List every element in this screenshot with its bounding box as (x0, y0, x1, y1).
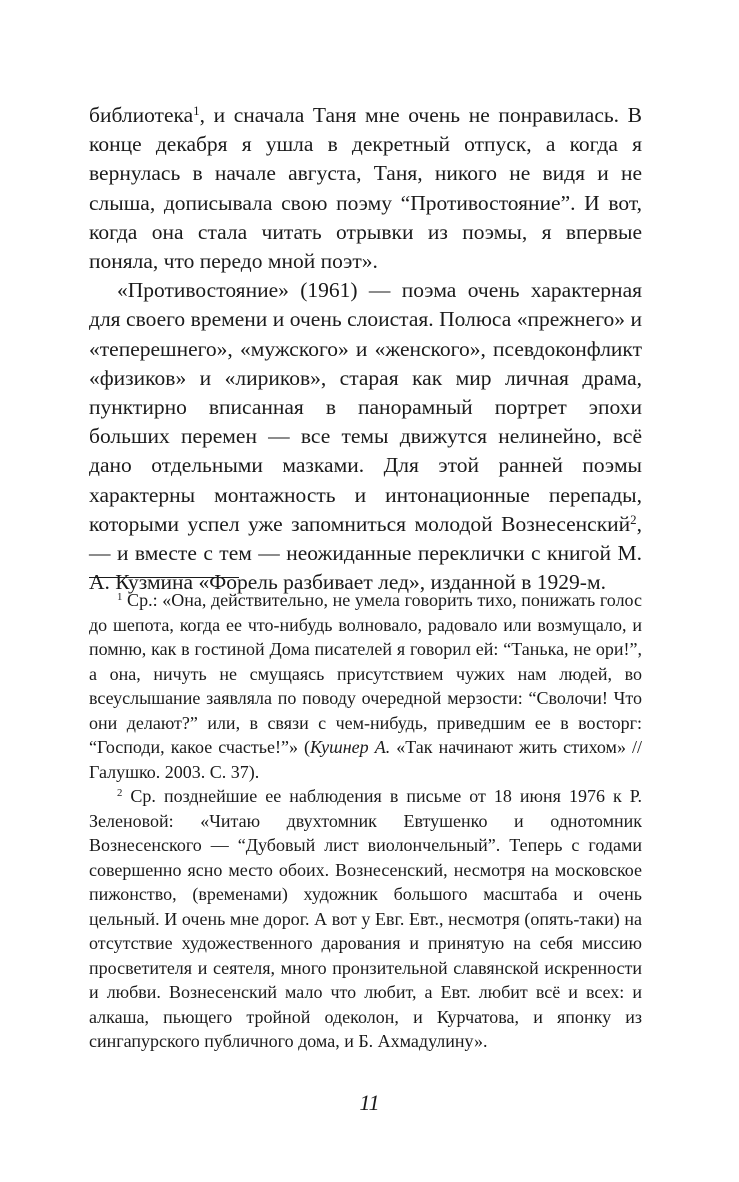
footnote-1-number: 1 (117, 591, 123, 604)
paragraph-1-text: библиотека (89, 103, 194, 127)
footnote-1 (89, 588, 642, 784)
footnote-2 (89, 784, 642, 1054)
footnote-1-author: Кушнер А. (310, 737, 391, 757)
footnote-divider (89, 577, 239, 578)
footnotes (89, 588, 642, 1054)
footnote-2-number: 2 (117, 787, 123, 800)
footnote-2-text: Ср. позднейшие ее наблюдения в письме от 18 июня 1976 к Р. Зеленовой: «Читаю двухтомник Евтушенко и однотомник Вознесенского — “Дубовый лист виолончельный”. Теперь с годами совершенно ясно место обоих. Вознесенский, несмотря на московское пижонство, (временами) художник большого масштаба и очень цельный. И очень мне дорог. А вот у Евг. Евт., несмотря (опять-таки) на отсутствие художественного дарования и принятую на себя миссию просветителя и сеятеля, много пронзительной славянской искренности и любви. Вознесенский мало что любит, а Евт. любит всё и всех: и алкаша, пьющего тройной одеколон, и Курчатова, и японку из сингапурского публичного дома, и Б. Ахмадулину». (89, 786, 642, 1051)
paragraph-2 (89, 276, 642, 597)
main-text (89, 101, 642, 597)
footnote-ref-1: 1 (193, 103, 200, 118)
page-number: 11 (359, 1090, 380, 1115)
footnote-ref-2: 2 (630, 512, 637, 527)
footnote-1-text: Ср.: «Она, действительно, не умела говорить тихо, понижать голос до шепота, когда ее что-нибудь волновало, радовало или возмущало, и помню, как в гостиной Дома писателей я говорил ей: “Танька, не ори!”, а она, ничуть не смущаясь присутствием чужих нам людей, во всеуслышание заявляла по поводу очередной мерзости: “Сволочи! Что они делают?” или, в связи с чем-нибудь, приведшим ее в восторг: “Господи, какое счастье!”» ( (89, 590, 642, 757)
paragraph-1 (89, 101, 642, 276)
footnote-1-text-cont: «Так начинают жить стихом» // Галушко. 2003. С. 37). (89, 737, 642, 782)
paragraph-2-text: «Противостояние» (1961) — поэма очень характерная для своего времени и очень слоистая. Полюса «прежнего» и «теперешнего», «мужского» и «женского», псевдоконфликт «физиков» и «лириков», старая как мир личная драма, пунктирно вписанная в панорамный портрет эпохи больших перемен — все темы движутся нелинейно, всё дано отдельными мазками. Для этой ранней поэмы характерны монтажность и интонационные перепады, которыми успел уже запомниться молодой Вознесенский (89, 278, 642, 536)
paragraph-2-text-cont: , — и вместе с тем — неожиданные переклички с книгой М. А. Кузмина «Форель разбивает лед», изданной в 1929-м. (89, 511, 642, 595)
paragraph-1-text-cont: , и сначала Таня мне очень не понравилась. В конце декабря я ушла в декретный отпуск, а когда я вернулась в начале августа, Таня, никого не видя и не слыша, дописывала свою поэму “Противостояние”. И вот, когда она стала читать отрывки из поэмы, я впервые поняла, что передо мной поэт». (89, 103, 642, 274)
